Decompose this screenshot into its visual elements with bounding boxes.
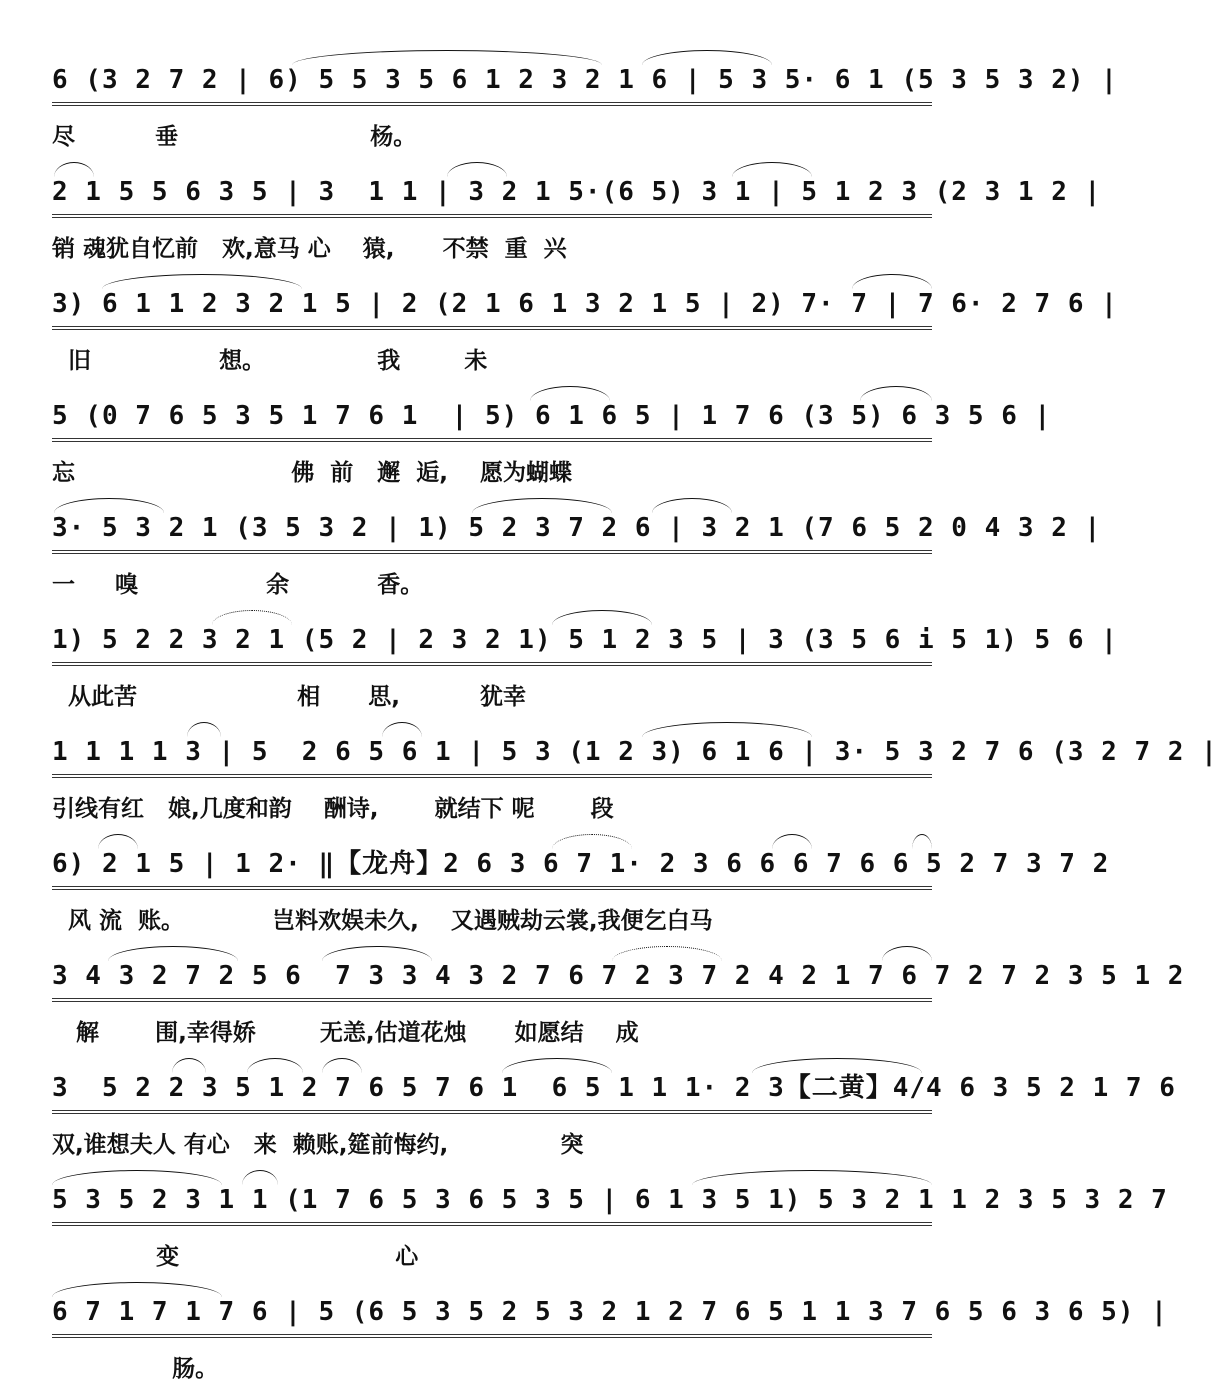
slur-arc — [752, 1058, 922, 1073]
score-system — [52, 1066, 1176, 1166]
score-system — [52, 618, 1118, 718]
underline-beam — [52, 998, 932, 1002]
slur-arc — [772, 834, 812, 849]
slur-arc — [54, 498, 164, 513]
slur-arc — [860, 386, 932, 401]
underline-beam — [52, 326, 932, 330]
lyrics-line: 尽 垂 杨。 — [52, 124, 417, 150]
slur-arc — [292, 50, 602, 65]
underline-beam — [52, 214, 932, 218]
slur-arc — [692, 1170, 932, 1185]
lyrics-line: 忘 佛 前 邂 逅, 愿为蝴蝶 — [52, 460, 573, 486]
slur-arc — [322, 946, 432, 961]
slur-arc — [552, 610, 652, 625]
score-system — [52, 282, 1118, 382]
slur-arc — [54, 162, 94, 177]
slur-arc — [247, 1058, 303, 1073]
slur-arc — [322, 1058, 362, 1073]
score-system — [52, 1290, 1168, 1390]
underline-beam — [52, 102, 932, 106]
numbered-notation-line: 1 1 1 1 3 | 5 2 6 5 6 1 | 5 3 (1 2 3) 6 1 6 | 3· 5 3 2 7 6 (3 2 7 2 | — [52, 737, 1218, 767]
score-system — [52, 1178, 1168, 1278]
slur-arc — [912, 834, 932, 849]
slur-arc — [447, 162, 507, 177]
slur-arc — [187, 722, 221, 737]
score-system — [52, 730, 1218, 830]
slur-arc — [172, 1058, 206, 1073]
underline-beam — [52, 1110, 932, 1114]
score-system — [52, 394, 1052, 494]
lyrics-line: 从此苦 相 思, 犹幸 — [52, 684, 527, 710]
numbered-notation-line: 6 7 1 7 1 7 6 | 5 (6 5 3 5 2 5 3 2 1 2 7 6 5 1 1 3 7 6 5 6 3 6 5) | — [52, 1297, 1168, 1327]
lyrics-line: 引线有红 娘,几度和韵 酬诗, 就结下 呢 段 — [52, 796, 614, 822]
underline-beam — [52, 774, 932, 778]
slur-arc — [552, 834, 632, 849]
slur-arc — [530, 386, 610, 401]
underline-beam — [52, 550, 932, 554]
lyrics-line: 肠。 — [52, 1356, 219, 1382]
numbered-notation-line: 3) 6 1 1 2 3 2 1 5 | 2 (2 1 6 1 3 2 1 5 | 2) 7· 7 | 7 6· 2 7 6 | — [52, 289, 1118, 319]
slur-arc — [382, 722, 422, 737]
slur-arc — [52, 1170, 222, 1185]
lyrics-line: 旧 想。 我 未 — [52, 348, 488, 374]
slur-arc — [652, 498, 732, 513]
score-system — [52, 506, 1102, 606]
lyrics-line: 双,谁想夫人 有心 来 赖账,筵前悔约, 突 — [52, 1132, 584, 1158]
score-system — [52, 58, 1118, 158]
slur-arc — [612, 946, 722, 961]
slur-arc — [98, 834, 138, 849]
slur-arc — [472, 498, 612, 513]
slur-arc — [732, 162, 812, 177]
slur-arc — [642, 722, 812, 737]
slur-arc — [212, 610, 292, 625]
numbered-notation-line: 3 5 2 2 3 5 1 2 7 6 5 7 6 1 6 5 1 1 1· 2 3【二黄】4/4 6 3 5 2 1 7 6 — [52, 1073, 1176, 1103]
slur-arc — [882, 946, 932, 961]
lyrics-line: 解 围,幸得娇 无恙,估道花烛 如愿结 成 — [52, 1020, 639, 1046]
score-system — [52, 954, 1185, 1054]
score-system — [52, 842, 1110, 942]
numbered-notation-line: 6 (3 2 7 2 | 6) 5 5 3 5 6 1 2 3 2 1 6 | 5 3 5· 6 1 (5 3 5 3 2) | — [52, 65, 1118, 95]
underline-beam — [52, 1334, 932, 1338]
numbered-notation-line: 3· 5 3 2 1 (3 5 3 2 | 1) 5 2 3 7 2 6 | 3 2 1 (7 6 5 2 0 4 3 2 | — [52, 513, 1102, 543]
numbered-notation-line: 1) 5 2 2 3 2 1 (5 2 | 2 3 2 1) 5 1 2 3 5 | 3 (3 5 6 i 5 1) 5 6 | — [52, 625, 1118, 655]
underline-beam — [52, 438, 932, 442]
slur-arc — [642, 50, 772, 65]
slur-arc — [108, 946, 238, 961]
numbered-notation-line: 5 3 5 2 3 1 1 (1 7 6 5 3 6 5 3 5 | 6 1 3 5 1) 5 3 2 1 1 2 3 5 3 2 7 — [52, 1185, 1168, 1215]
lyrics-line: 变 心 — [52, 1244, 419, 1270]
underline-beam — [52, 886, 932, 890]
slur-arc — [102, 274, 302, 289]
underline-beam — [52, 662, 932, 666]
numbered-notation-line: 5 (0 7 6 5 3 5 1 7 6 1 | 5) 6 1 6 5 | 1 7 6 (3 5) 6 3 5 6 | — [52, 401, 1052, 431]
slur-arc — [52, 1282, 222, 1297]
numbered-notation-line: 2 1 5 5 6 3 5 | 3 1 1 | 3 2 1 5·(6 5) 3 1 | 5 1 2 3 (2 3 1 2 | — [52, 177, 1102, 207]
underline-beam — [52, 1222, 932, 1226]
score-system — [52, 170, 1102, 270]
numbered-notation-line: 6) 2 1 5 | 1 2· ‖【龙舟】2 6 3 6 7 1· 2 3 6 6 6 7 6 6 5 2 7 3 7 2 — [52, 849, 1110, 879]
slur-arc — [852, 274, 932, 289]
slur-arc — [242, 1170, 278, 1185]
lyrics-line: 销 魂犹自忆前 欢,意马 心 猿, 不禁 重 兴 — [52, 236, 567, 262]
lyrics-line: 风 流 账。 岂料欢娱未久, 又遇贼劫云裳,我便乞白马 — [52, 908, 713, 934]
lyrics-line: 一 嗅 余 香。 — [52, 572, 424, 598]
slur-arc — [502, 1058, 612, 1073]
numbered-notation-line: 3 4 3 2 7 2 5 6 7 3 3 4 3 2 7 6 7 2 3 7 2 4 2 1 7 6 7 2 7 2 3 5 1 2 — [52, 961, 1185, 991]
